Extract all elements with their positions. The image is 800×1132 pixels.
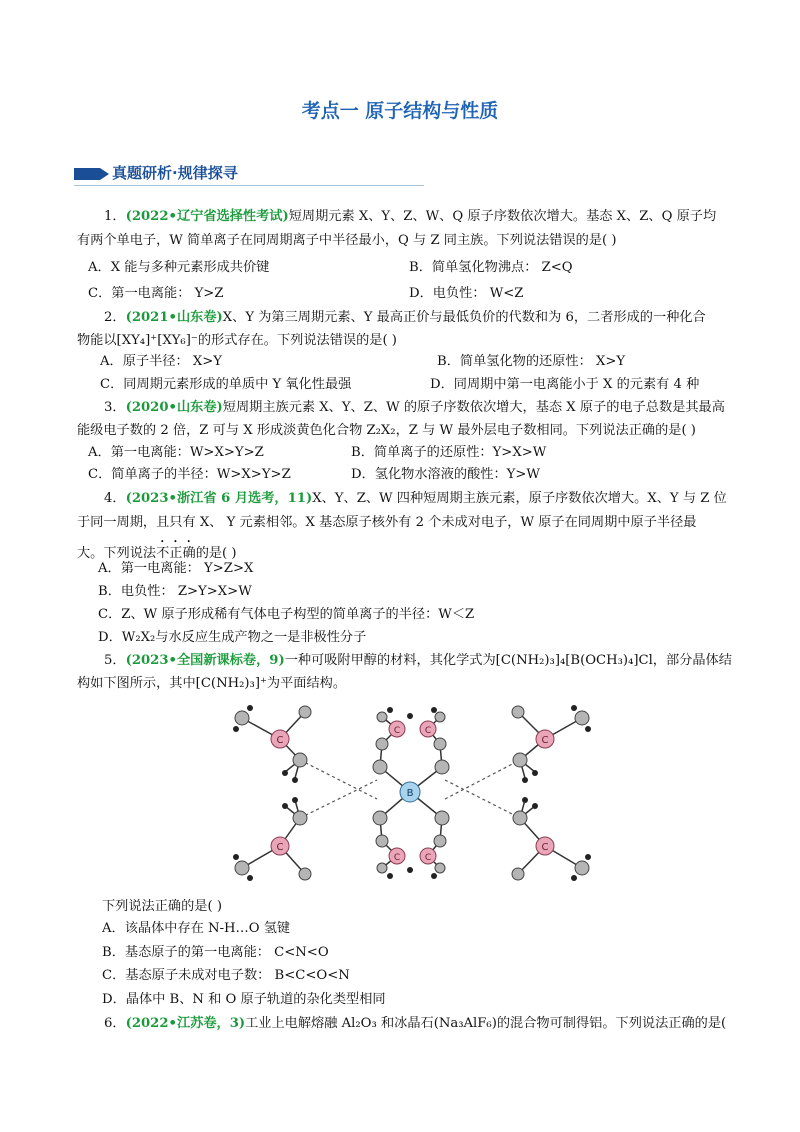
- section-underline: [74, 185, 424, 186]
- q1-stem-line2: 有两个单电子，W 简单离子在同周期离子中半径最小，Q 与 Z 同主族。下列说法错误的是( ): [77, 233, 617, 248]
- q5-option-b: B．基态原子的第一电离能： C<N<O: [102, 945, 329, 960]
- crystal-structure-figure: [220, 696, 600, 892]
- q1-option-d: D．电负性： W<Z: [409, 286, 524, 301]
- q3-option-b: B．简单离子的还原性：Y>X>W: [351, 445, 547, 460]
- boron-atom: [400, 782, 420, 802]
- q5-option-a: A．该晶体中存在 N-H…O 氢键: [102, 921, 291, 936]
- q5-source: (2023•全国新课标卷，9): [125, 653, 285, 668]
- q1-option-a: A．X 能与多种元素形成共价键: [88, 260, 270, 275]
- section-header: [74, 160, 424, 186]
- q2-option-c: C．同周期元素形成的单质中 Y 氧化性最强: [100, 377, 352, 392]
- svg-text:C: C: [541, 842, 549, 853]
- q3-option-d: D．氢化物水溶液的酸性：Y>W: [351, 467, 540, 482]
- q5-option-c: C．基态原子未成对电子数： B<C<O<N: [102, 968, 350, 983]
- q4-emphasis: 不正确: [156, 546, 196, 561]
- page-title: 考点一 原子结构与性质: [301, 100, 499, 122]
- q5-stem-line2: 构如下图所示，其中[C(NH₂)₃]⁺为平面结构。: [77, 676, 347, 691]
- svg-text:B: B: [406, 788, 414, 799]
- q4-source: (2023•浙江省 6 月选考，11): [125, 491, 313, 506]
- svg-text:C: C: [276, 842, 284, 853]
- svg-text:C: C: [276, 735, 284, 746]
- q2-stem-line1: 2．(2021•山东卷)X、Y 为第三周期元素、Y 最高正价与最低负价的代数和为 6，二者形成的一种化合: [104, 310, 706, 325]
- q2-stem-line2: 物能以[XY₄]⁺[XY₆]⁻的形式存在。下列说法错误的是( ): [77, 333, 397, 348]
- q4-stem-line3: 大。下列说法不正确的是( ): [77, 546, 237, 561]
- q2-option-d: D．同周期中第一电离能小于 X 的元素有 4 种: [430, 377, 700, 392]
- q4-option-c: C．Z、W 原子形成稀有气体电子构型的简单离子的半径：W＜Z: [98, 607, 475, 622]
- q3-source: (2020•山东卷): [125, 400, 223, 415]
- q1-stem-line1: 1．(2022•辽宁省选择性考试)短周期元素 X、Y、Z、W、Q 原子序数依次增大。基态 X、Z、Q 原子均: [104, 209, 717, 224]
- svg-text:C: C: [424, 853, 432, 863]
- q4-option-d: D．W₂X₂与水反应生成产物之一是非极性分子: [98, 630, 367, 645]
- section-title: 真题研析·规律探寻: [112, 164, 238, 182]
- q5-option-d: D．晶体中 B、N 和 O 原子轨道的杂化类型相同: [102, 992, 386, 1007]
- section-arrow-icon: [100, 168, 109, 180]
- svg-text:C: C: [393, 726, 401, 736]
- q2-option-a: A．原子半径： X>Y: [100, 354, 222, 369]
- q6-source: (2022•江苏卷，3): [125, 1016, 246, 1031]
- q3-option-a: A．第一电离能：W>X>Y>Z: [88, 445, 264, 460]
- q5-prompt: 下列说法正确的是( ): [102, 899, 222, 914]
- section-bar-icon: [74, 168, 100, 180]
- q4-stem-line2: 于同一周期，且只有 X、 Y 元素相邻。X 基态原子核外有 2 个未成对电子，W 原子在同周期中原子半径最: [77, 515, 697, 530]
- q6-stem-line1: 6．(2022•江苏卷，3)工业上电解熔融 Al₂O₃ 和冰晶石(Na₃AlF₆)的混合物可制得铝。下列说法正确的是(: [104, 1016, 727, 1031]
- svg-text:C: C: [424, 726, 432, 736]
- q3-stem-line2: 能级电子数的 2 倍，Z 可与 X 形成淡黄色化合物 Z₂X₂，Z 与 W 最外层电子数相同。下列说法正确的是( ): [77, 423, 696, 438]
- q5-stem-line1: 5．(2023•全国新课标卷，9)一种可吸附甲醇的材料，其化学式为[C(NH₂)₃]₄[B(OCH₃)₄]Cl，部分晶体结: [104, 653, 732, 668]
- q2-source: (2021•山东卷): [125, 310, 223, 325]
- svg-text:C: C: [541, 735, 549, 746]
- q1-option-c: C．第一电离能： Y>Z: [88, 286, 224, 301]
- q4-stem-line1: 4．(2023•浙江省 6 月选考，11)X、Y、Z、W 四种短周期主族元素，原子序数依次增大。X、Y 与 Z 位: [104, 491, 727, 506]
- q2-option-b: B．简单氢化物的还原性： X>Y: [437, 354, 626, 369]
- q3-option-c: C．简单离子的半径：W>X>Y>Z: [88, 467, 291, 482]
- q4-option-a: A．第一电离能： Y>Z>X: [98, 561, 254, 576]
- q1-option-b: B．简单氢化物沸点： Z<Q: [409, 260, 573, 275]
- svg-text:C: C: [393, 853, 401, 863]
- q1-source: (2022•辽宁省选择性考试): [125, 209, 289, 224]
- q4-option-b: B．电负性： Z>Y>X>W: [98, 584, 252, 599]
- q3-stem-line1: 3．(2020•山东卷)短周期主族元素 X、Y、Z、W 的原子序数依次增大，基态 X 原子的电子总数是其最高: [104, 400, 725, 415]
